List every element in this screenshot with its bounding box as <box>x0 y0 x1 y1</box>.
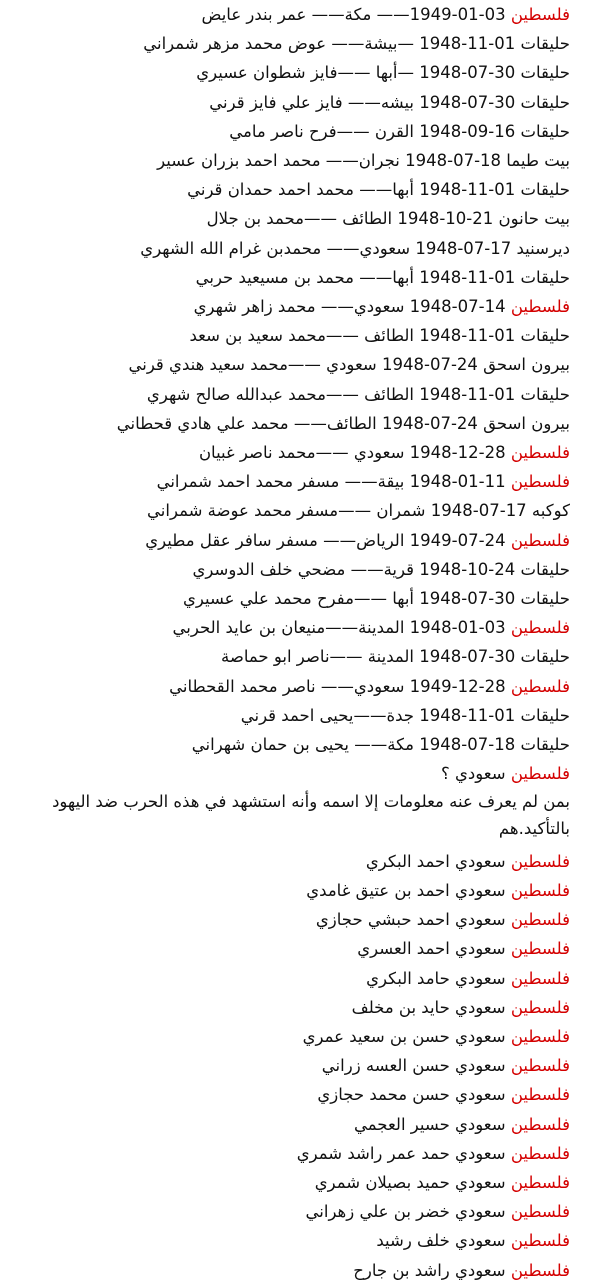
record-line <box>6 325 570 347</box>
record-text: سعودي احمد حبشي حجازي <box>315 910 511 930</box>
record-text: بيت حانون 21-10-1948 الطائف ——محمد بن جلال <box>206 209 570 229</box>
record-text: 14-07-1948 سعودي—— محمد زاهر شهري <box>193 297 511 316</box>
record-text: سعودي حميد بصيلان شمري <box>314 1173 511 1192</box>
record-line <box>6 208 570 230</box>
place-highlight: فلسطين <box>510 530 570 550</box>
record-line <box>6 1084 570 1106</box>
record-line <box>6 121 570 143</box>
record-line <box>6 267 570 289</box>
record-line <box>6 1143 570 1165</box>
record-line <box>6 500 570 522</box>
page-bottom-edge <box>0 1194 598 1200</box>
record-line <box>6 646 570 668</box>
record-line <box>6 617 570 639</box>
record-line <box>6 1026 570 1048</box>
record-line <box>6 4 570 26</box>
record-text: 24-07-1949 الرياض—— مسفر سافر عقل مطيري <box>145 530 511 550</box>
record-line <box>6 676 570 698</box>
place-highlight: فلسطين <box>510 1027 570 1046</box>
place-highlight: فلسطين <box>510 676 570 696</box>
record-line <box>6 92 570 114</box>
record-text: حليقات 01-11-1948 أبها—— محمد بن مسيعيد حربي <box>195 267 570 287</box>
record-line <box>6 909 570 931</box>
record-text: سعودي احمد البكري <box>365 851 511 871</box>
place-highlight: فلسطين <box>510 1085 570 1105</box>
record-line <box>6 938 570 960</box>
record-text: سعودي راشد بن جارح <box>353 1260 511 1280</box>
record-text: 03-01-1949—— مكة—— عمر بندر عايض <box>201 5 511 24</box>
record-text: حليقات 01-11-1948 جدة——يحيى احمد قرني <box>240 705 570 725</box>
place-highlight: فلسطين <box>510 881 570 900</box>
record-line <box>6 851 570 873</box>
record-text: حليقات 30-07-1948 —أبها ——فايز شطوان عسيري <box>196 63 570 83</box>
record-line <box>6 1201 570 1223</box>
place-highlight: فلسطين <box>510 997 570 1017</box>
record-line <box>6 1260 570 1282</box>
record-text: 28-12-1949 سعودي—— ناصر محمد القحطاني <box>169 676 511 696</box>
record-text: حليقات 30-07-1948 أبها ——مفرح محمد علي عسيري <box>182 589 570 608</box>
record-text: سعودي احمد بن عتيق غامدي <box>306 881 511 900</box>
record-line <box>6 968 570 990</box>
record-text: كوكبه 17-07-1948 شمران ——مسفر محمد عوضة شمراني <box>147 501 570 521</box>
record-text: 28-12-1948 سعودي ——محمد ناصر غبيان <box>198 443 511 462</box>
record-line <box>6 296 570 318</box>
record-line <box>6 442 570 464</box>
record-line <box>6 1230 570 1252</box>
place-highlight: فلسطين <box>510 1202 570 1222</box>
record-text: حليقات 01-11-1948 أبها—— محمد احمد حمدان قرني <box>187 180 570 200</box>
record-text: بيرون اسحق 24-07-1948 سعودي ——محمد سعيد هندي قرني <box>128 355 570 375</box>
place-highlight: فلسطين <box>510 5 570 24</box>
record-text: سعودي حمد عمر راشد شمري <box>296 1143 511 1163</box>
place-highlight: فلسطين <box>510 968 570 988</box>
place-highlight: فلسطين <box>510 618 570 638</box>
place-highlight: فلسطين <box>510 1056 570 1076</box>
record-text: بيرون اسحق 24-07-1948 الطائف—— محمد علي هادي قحطاني <box>116 413 570 433</box>
record-text: سعودي حسن محمد حجازي <box>317 1085 511 1105</box>
record-text: حليقات 30-07-1948 المدينة ——ناصر ابو حماصة <box>220 647 570 667</box>
place-highlight: فلسطين <box>510 443 570 462</box>
record-text: حليقات 01-11-1948 —بيشة—— عوض محمد مزهر شمراني <box>143 34 570 54</box>
record-line <box>6 1172 570 1194</box>
record-text: سعودي خضر بن علي زهراني <box>305 1202 511 1222</box>
record-line <box>6 471 570 493</box>
record-text: سعودي حسن بن سعيد عمري <box>302 1027 511 1046</box>
record-line <box>6 1055 570 1077</box>
record-line <box>6 179 570 201</box>
record-line <box>6 588 570 610</box>
record-line <box>6 354 570 376</box>
place-highlight: فلسطين <box>510 1231 570 1251</box>
record-text: حليقات 16-09-1948 القرن ——فرح ناصر مامي <box>229 121 570 141</box>
record-text: حليقات 24-10-1948 قرية—— مضحي خلف الدوسري <box>192 559 570 579</box>
record-line <box>6 33 570 55</box>
place-highlight: فلسطين <box>510 1143 570 1163</box>
note-paragraph: بمن لم يعرف عنه معلومات إلا اسمه وأنه استشهد في هذه الحرب ضد اليهود بالتأكيد.هم <box>52 792 570 839</box>
record-line <box>6 62 570 84</box>
record-text: سعودي حسير العجمي <box>354 1114 511 1134</box>
place-highlight: فلسطين <box>510 764 570 784</box>
place-highlight: فلسطين <box>510 851 570 871</box>
record-line <box>6 559 570 581</box>
record-text: ديرسنيد 17-07-1948 سعودي—— محمدبن غرام الله الشهري <box>140 238 570 258</box>
place-highlight: فلسطين <box>510 1114 570 1134</box>
record-line <box>6 763 570 785</box>
record-text: سعودي خلف رشيد <box>376 1231 511 1251</box>
record-text: بيت طيما 18-07-1948 نجران—— محمد احمد بزران عسير <box>157 151 570 170</box>
record-text: سعودي احمد العسري <box>357 939 511 959</box>
record-text: 03-01-1948 المدينة——منيعان بن عايد الحربي <box>172 618 511 638</box>
place-highlight: فلسطين <box>510 910 570 930</box>
record-line <box>6 734 570 756</box>
place-highlight: فلسطين <box>510 472 570 492</box>
record-line <box>6 705 570 727</box>
record-text: سعودي حايد بن مخلف <box>351 997 511 1017</box>
record-line <box>6 997 570 1019</box>
record-text: حليقات 18-07-1948 مكة—— يحيى بن حمان شهراني <box>191 735 570 754</box>
record-line <box>6 238 570 260</box>
record-line <box>6 150 570 172</box>
record-text: حليقات 01-11-1948 الطائف ——محمد عبدالله صالح شهري <box>146 384 570 404</box>
record-text: 11-01-1948 بيقة—— مسفر محمد احمد شمراني <box>156 472 511 492</box>
place-highlight: فلسطين <box>510 1260 570 1280</box>
place-highlight: فلسطين <box>510 297 570 316</box>
record-line <box>6 384 570 406</box>
record-line <box>6 880 570 902</box>
record-text: سعودي حامد البكري <box>366 968 511 988</box>
record-line <box>6 413 570 435</box>
record-text: حليقات 01-11-1948 الطائف ——محمد سعيد بن سعد <box>189 326 570 346</box>
place-highlight: فلسطين <box>510 1173 570 1192</box>
record-text: سعودي ؟ <box>441 764 511 784</box>
record-line <box>6 530 570 552</box>
record-line <box>6 1114 570 1136</box>
record-text: سعودي حسن العسه زراني <box>321 1056 511 1076</box>
place-highlight: فلسطين <box>510 939 570 959</box>
record-text: حليقات 30-07-1948 بيشه—— فايز علي فايز قرني <box>209 92 570 112</box>
